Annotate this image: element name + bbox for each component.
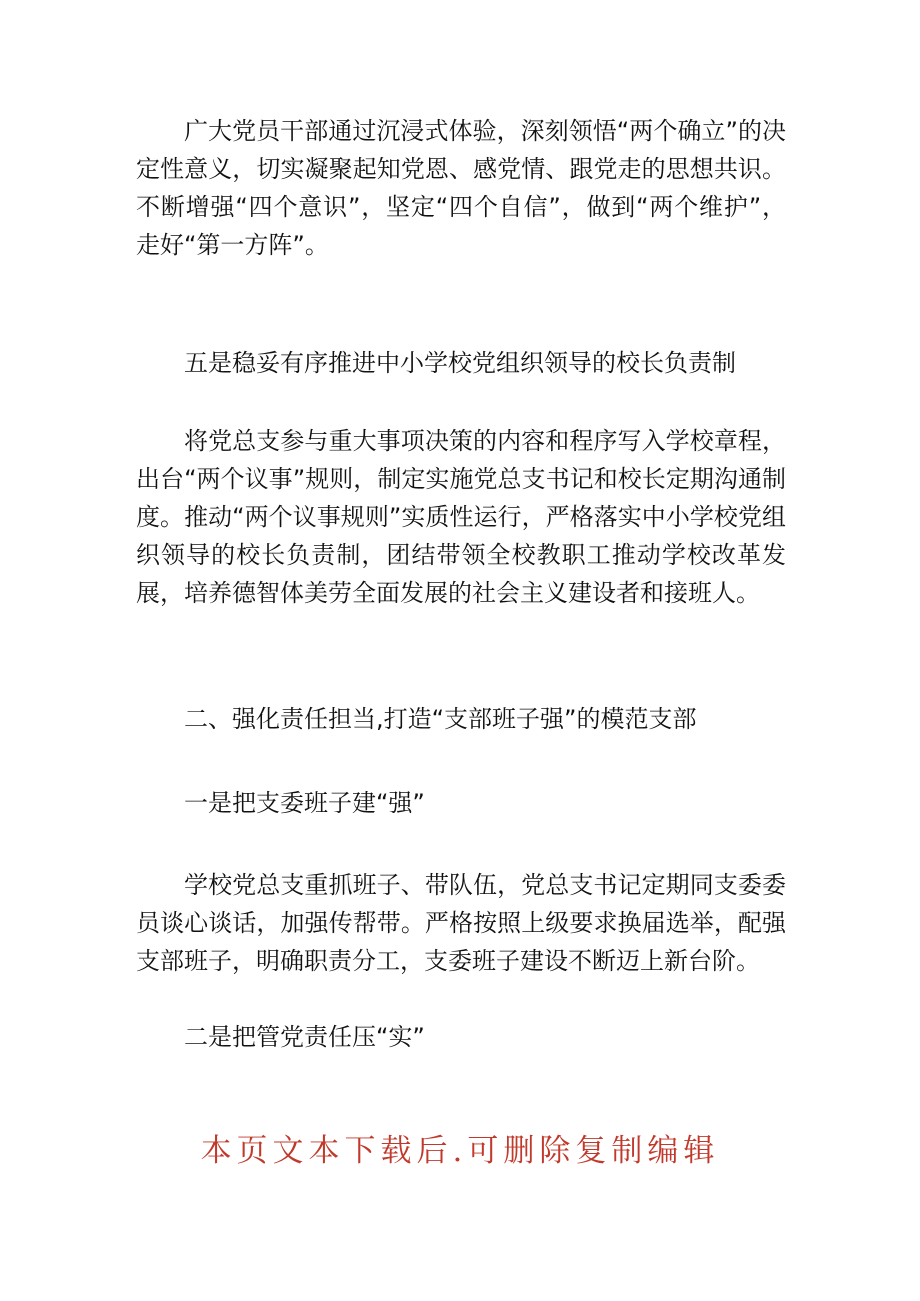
editable-notice: 本页文本下载后.可删除复制编辑	[200, 1133, 720, 1169]
heading-responsibility-solid: 二是把管党责任压“实”	[184, 1023, 425, 1051]
paragraph-team-building: 学校党总支重抓班子、带队伍，党总支书记定期同支委委员谈心谈话，加强传帮带。严格按照上级要求换届选举，配强支部班子，明确职责分工，支委班子建设不断迈上新台阶。	[136, 871, 786, 975]
heading-section-two: 二、强化责任担当,打造“支部班子强”的模范支部	[184, 705, 697, 733]
paragraph-party-members-experience: 广大党员干部通过沉浸式体验，深刻领悟“两个确立”的决定性意义，切实凝聚起知党恩、感党情、跟党走的思想共识。不断增强“四个意识”，坚定“四个自信”，做到“两个维护”，走好“第一方阵”。	[136, 117, 786, 259]
heading-principal-responsibility-system: 五是稳妥有序推进中小学校党组织领导的校长负责制	[184, 349, 736, 377]
paragraph-school-charter: 将党总支参与重大事项决策的内容和程序写入学校章程，出台“两个议事”规则，制定实施党总支书记和校长定期沟通制度。推动“两个议事规则”实质性运行，严格落实中小学校党组织领导的校长负责制，团结带领全校教职工推动学校改革发展，培养德智体美劳全面发展的社会主义建设者和接班人。	[136, 427, 786, 607]
heading-committee-strong: 一是把支委班子建“强”	[184, 789, 425, 817]
